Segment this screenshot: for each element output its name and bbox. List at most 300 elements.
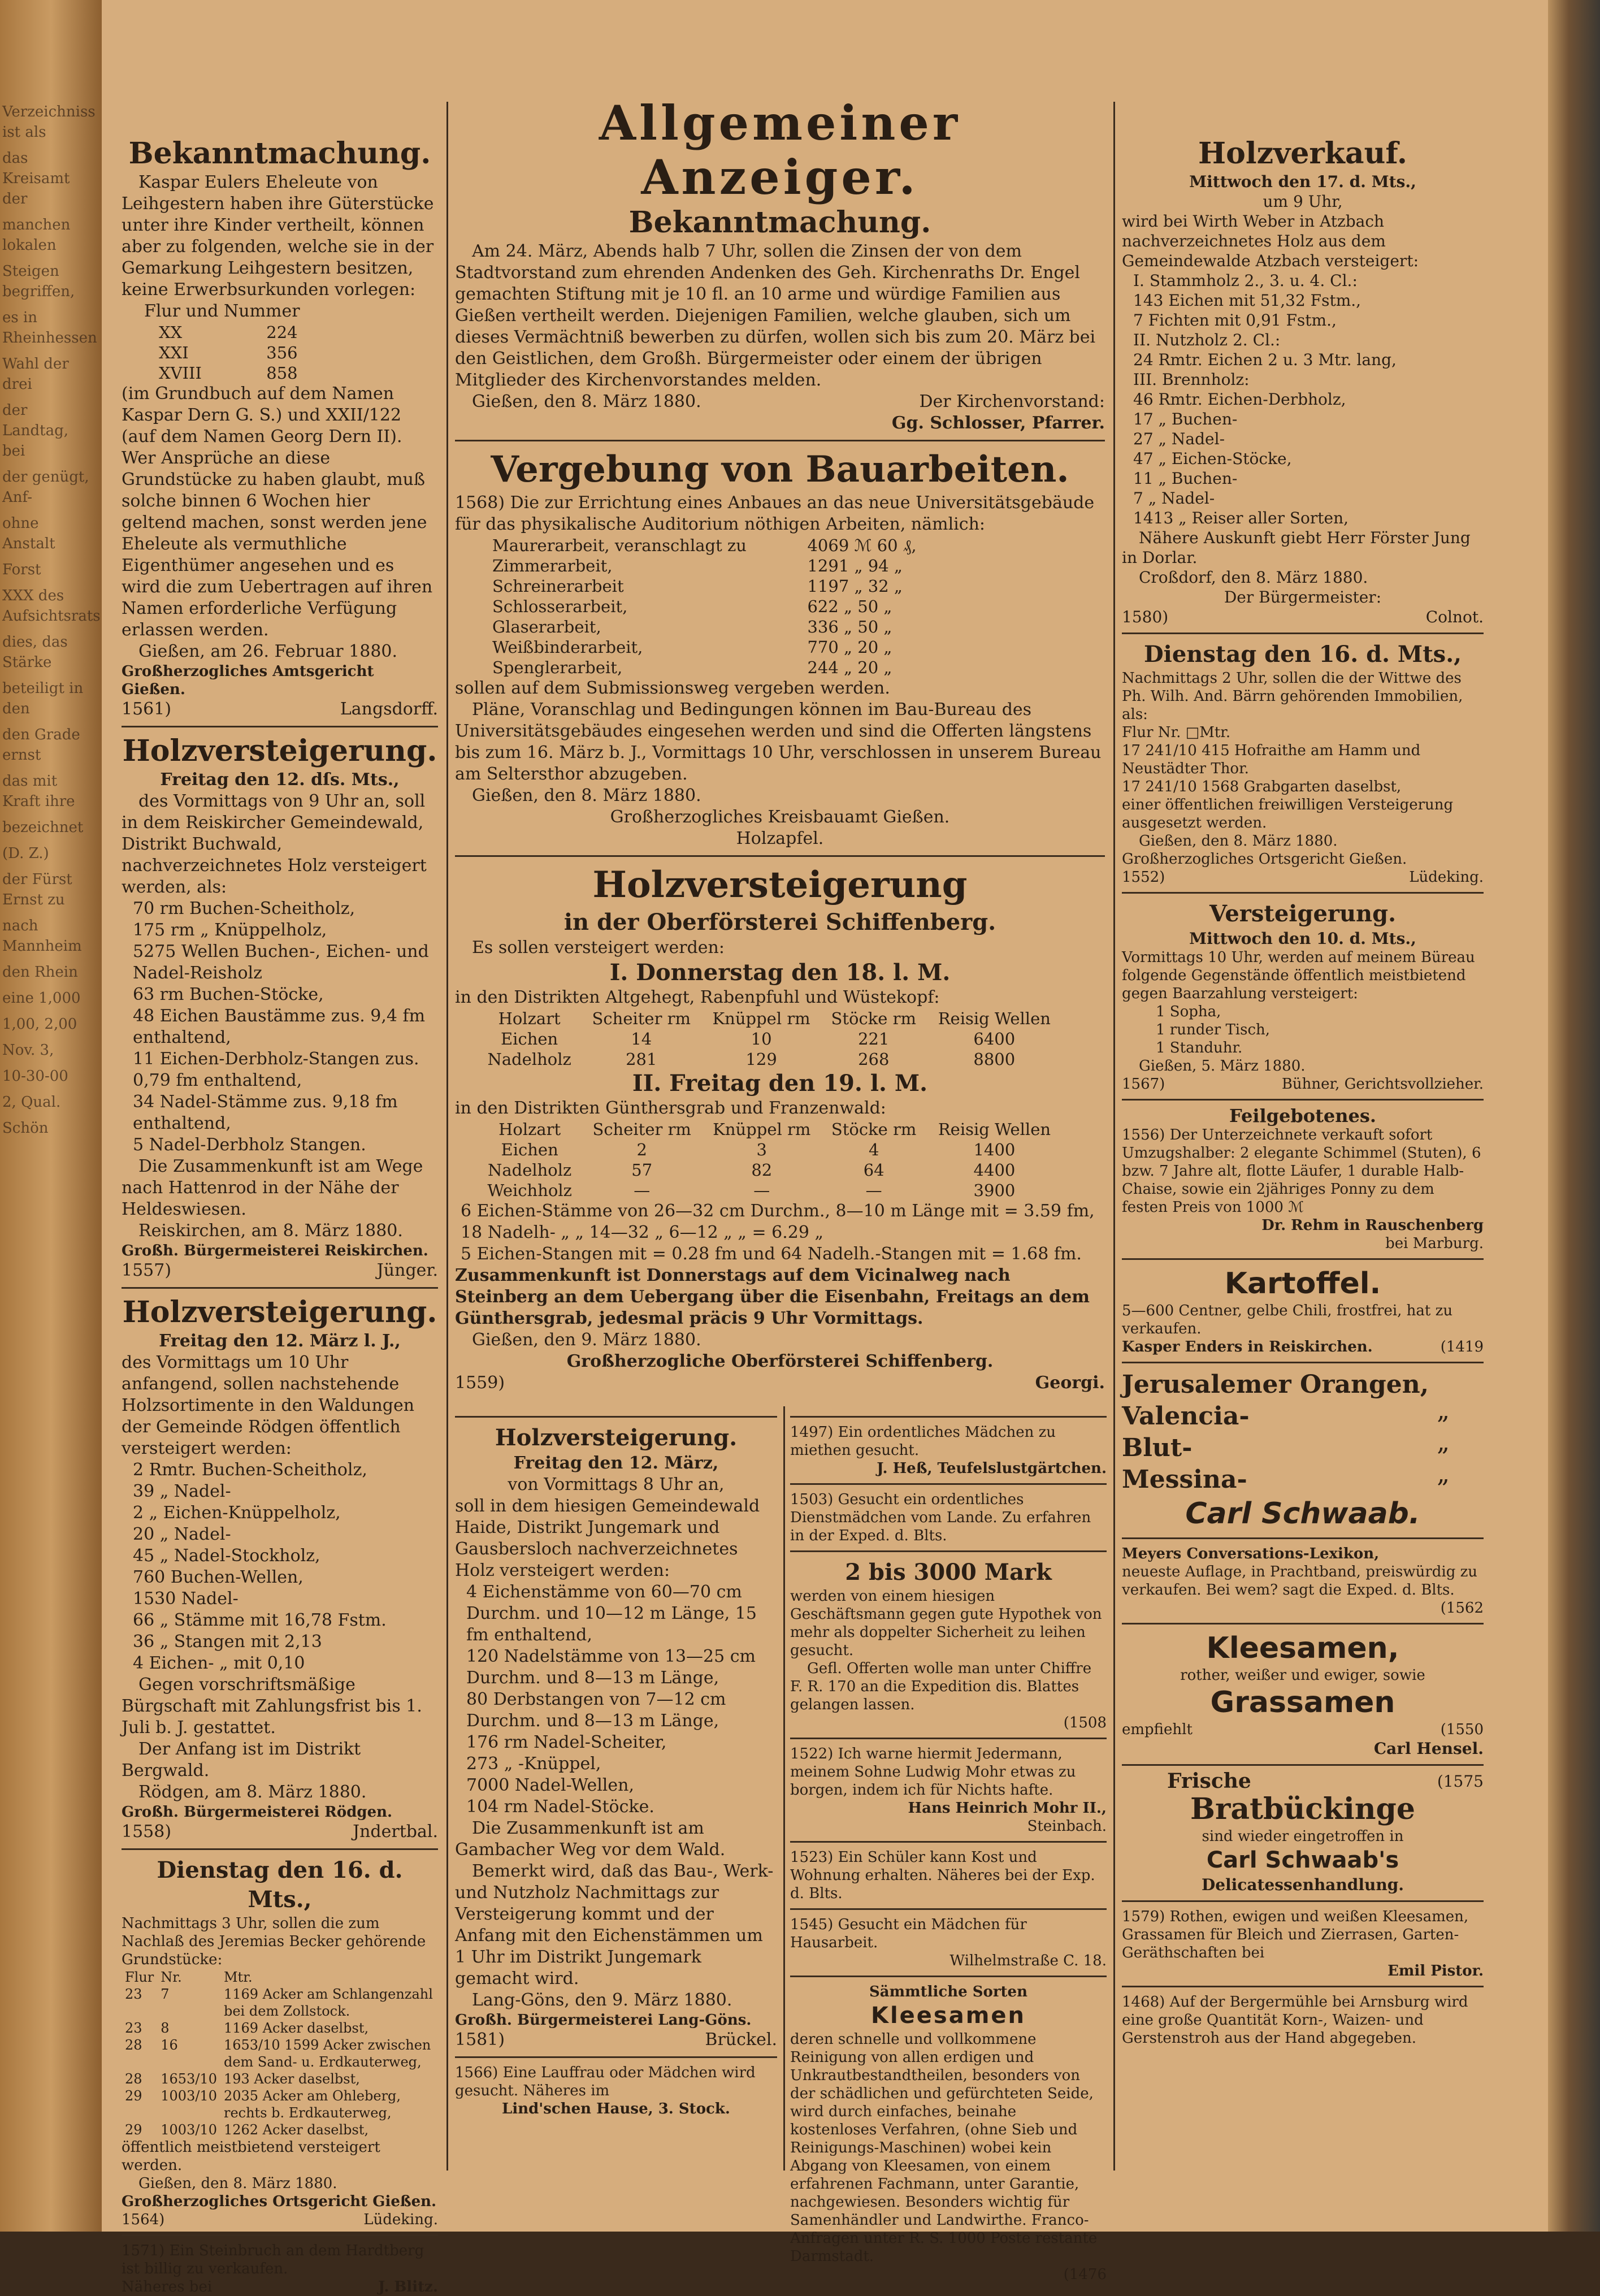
table-cell: 1197 „ 32 „: [807, 577, 903, 596]
table-header-cell: Holzart: [498, 1009, 561, 1028]
notice-title: Feilgebotenes.: [1229, 1105, 1376, 1127]
list-item: 2 Rmtr. Buchen-Scheitholz,: [133, 1460, 367, 1480]
wood-table-2: [478, 1119, 1063, 1201]
notice-date: Gießen, den 8. März 1880.: [472, 786, 701, 805]
gutter-line: 1,00, 2,00: [2, 1016, 77, 1033]
ad-text: 1523) Ein Schüler kann Kost und Wohnung erhalten. Näheres bei der Exp. d. Blts.: [790, 1849, 1095, 1902]
notice-text: Pläne, Voranschlag und Bedingungen können im Bau-Bureau des Universitätsgebäudes eingesehen werden und sind die Offerten längstens bis zum 16. März b. J., Vormittags 10 Uhr, verschlossen in unserem Bureau am Seltersthor abzugeben.: [455, 700, 1102, 784]
previous-page-edge: [0, 0, 102, 2232]
notice-authority: Großherzogliche Oberförsterei Schiffenberg.: [566, 1351, 994, 1371]
list-item: 24 Rmtr. Eichen 2 u. 3 Mtr. lang,: [1133, 350, 1397, 369]
table-row: [489, 596, 944, 617]
notice-text: Nachmittags 2 Uhr, sollen die der Wittwe des Ph. Wilh. And. Bärrn gehörenden Immobilien, als:: [1122, 670, 1463, 723]
list-item: 11 „ Buchen-: [1133, 469, 1238, 488]
ad-number: (1508: [1063, 1714, 1107, 1731]
ad-text: empfiehlt: [1122, 1721, 1193, 1738]
notice-authority: Großh. Bürgermeisterei Rödgen.: [122, 1804, 393, 1821]
orange-list: [1122, 1369, 1484, 1496]
notice-signature: Gg. Schlosser, Pfarrer.: [891, 413, 1105, 433]
table-cell: 1400: [973, 1140, 1016, 1159]
list-item: 66 „ Stämme mit 16,78 Fstm.: [133, 1610, 387, 1630]
list-item: 5275 Wellen Buchen-, Eichen- und Nadel-Reisholz: [133, 942, 429, 983]
ad-signature: Kasper Enders in Reiskirchen.: [1122, 1338, 1373, 1355]
gutter-line: der genügt, Anf-: [2, 469, 89, 506]
list-item: 36 „ Stangen mit 2,13: [133, 1632, 322, 1652]
gutter-line: Wahl der drei: [2, 356, 69, 393]
table-cell: 28: [125, 2071, 142, 2087]
ad-signature: Carl Schwaab's: [1206, 1847, 1399, 1873]
notice-number: 1559): [455, 1373, 505, 1393]
table-cell: 356: [266, 343, 298, 362]
notice-text: 1556) Der Unterzeichnete verkauft sofort Umzugshalber: 2 elegante Schimmel (Stuten), 6 bzw. 7 Jahre alt, flotte Läufer, 1 durable Halb-Chaise, sowie ein 2jähriges Ponny zu dem festen Preis von 1000 ℳ: [1122, 1127, 1481, 1216]
table-row: [478, 1049, 1063, 1069]
notice-text: sollen auf dem Submissionsweg vergeben werden.: [455, 678, 890, 698]
table-cell: 2035 Acker am Ohleberg, rechts b. Erdkauterweg,: [223, 2088, 401, 2121]
gutter-line: Forst: [2, 561, 41, 578]
notice-signature: Lüdeking.: [1409, 869, 1484, 886]
gutter-line: Verzeichniss ist als: [2, 103, 96, 141]
notice-date-line: II. Freitag den 19. l. M.: [632, 1070, 928, 1097]
orange-variety: Jerusalemer Orangen,: [1122, 1370, 1429, 1399]
stem-list: [455, 1201, 1105, 1265]
column-rule-1: [446, 102, 448, 2171]
ad-text: 1545) Gesucht ein Mädchen für Hausarbeit.: [790, 1916, 1027, 1951]
list-item: 4 Eichen- „ mit 0,10: [133, 1653, 305, 1673]
ad-number: (1562: [1440, 1600, 1484, 1617]
table-header-cell: Flur: [125, 1969, 154, 1985]
table-header-cell: Scheiter rm: [592, 1009, 691, 1028]
list-item: 176 rm Nadel-Scheiter,: [466, 1732, 667, 1752]
table-cell: 1169 Acker am Schlangenzahl bei dem Zollstock.: [223, 1986, 433, 2019]
ad-text: Gefl. Offerten wolle man unter Chiffre F. R. 170 an die Expedition dis. Blattes gelangen lassen.: [790, 1660, 1092, 1713]
notice-authority: Großh. Bürgermeisterei Reiskirchen.: [122, 1242, 428, 1259]
item-list: [1122, 1003, 1484, 1057]
ad-text: rother, weißer und ewiger, sowie: [1180, 1667, 1425, 1684]
table-cell: Glaserarbeit,: [492, 617, 601, 636]
list-item: 20 „ Nadel-: [133, 1524, 231, 1544]
table-cell: Eichen: [501, 1029, 558, 1049]
notice-authority: Großh. Bürgermeisterei Lang-Göns.: [455, 2012, 752, 2029]
parcel-list: [1122, 742, 1484, 796]
list-item: 48 Eichen Baustämme zus. 9,4 fm enthaltend,: [133, 1006, 426, 1047]
notice-date-line: Mittwoch den 10. d. Mts.,: [1189, 929, 1416, 948]
list-item: II. Nutzholz 2. Cl.:: [1133, 331, 1281, 349]
ad-text: deren schnelle und vollkommene Reinigung von allen erdigen und Unkrautbestandtheilen, besonders von der schädlichen und gefürchteten Seide, wird durch einfaches, beinahe kostenloses Verfahren, (ohne Sieb und Reinigungs-Maschinen) wobei kein Abgang von Kleesamen, von einem erfahrenen Fachmann, unter Garantie, nachgewiesen. Besonders wichtig für Samenhändler und Landwirthe. Franco-Anfragen unter R. S. 1000 Poste restante Darmstadt.: [790, 2031, 1098, 2265]
list-item: 7000 Nadel-Wellen,: [466, 1775, 635, 1795]
list-item: 4 Eichenstämme von 60—70 cm Durchm. und 10—12 m Länge, 15 fm enthaltend,: [466, 1582, 757, 1645]
orange-line: [1122, 1369, 1484, 1401]
list-item: 6 Eichen-Stämme von 26—32 cm Durchm., 8—10 m Länge mit = 3.59 fm,: [461, 1201, 1095, 1221]
ad-number: (1575: [1437, 1772, 1484, 1791]
notice-date: Reiskirchen, am 8. März 1880.: [138, 1221, 403, 1241]
notice-date: Lang-Göns, den 9. März 1880.: [472, 1990, 732, 2010]
notice-date-line: I. Donnerstag den 18. l. M.: [609, 959, 951, 986]
gutter-line: ohne Anstalt: [2, 515, 55, 552]
notice-text: Vormittags 10 Uhr, werden auf meinem Büreau folgende Gegenstände öffentlich meistbietend gegen Baarzahlung versteigert:: [1122, 949, 1475, 1002]
notice-time: von Vormittags 8 Uhr an,: [508, 1475, 725, 1494]
gutter-line: manchen lokalen: [2, 216, 71, 254]
gutter-line: das Kreisamt der: [2, 150, 70, 207]
ditto-mark: „: [1437, 1428, 1450, 1457]
table-cell: 4069 ℳ 60 ₰,: [807, 536, 917, 555]
notice-time: um 9 Uhr,: [1263, 192, 1343, 211]
notice-authority: Großherzogliches Ortsgericht Gießen.: [1122, 851, 1407, 868]
list-item: 5 Nadel-Derbholz Stangen.: [133, 1135, 366, 1155]
ad-title: Meyers Conversations-Lexikon,: [1122, 1545, 1380, 1562]
table-row: [478, 1140, 1063, 1160]
ditto-mark: „: [1437, 1396, 1450, 1425]
table-cell: Weißbinderarbeit,: [492, 638, 643, 657]
list-item: I. Stammholz 2., 3. u. 4. Cl.:: [1133, 271, 1358, 290]
table-header-cell: Mtr.: [223, 1969, 253, 1985]
table-row: [489, 637, 944, 657]
table-cell: 224: [266, 323, 298, 342]
table-cell: 336 „ 50 „: [807, 617, 892, 636]
notice-title: Dienstag den 16. d. Mts.,: [157, 1857, 403, 1913]
table-cell: Schlosserarbeit,: [492, 597, 628, 616]
ad-signature: Delicatessenhandlung.: [1201, 1875, 1404, 1894]
notice-title: Bekanntmachung.: [128, 136, 431, 171]
table-header-cell: Stöcke rm: [831, 1120, 917, 1139]
table-cell: 1653/10: [161, 2071, 217, 2087]
notice-text: 1566) Eine Lauffrau oder Mädchen wird gesucht. Näheres im: [455, 2064, 756, 2099]
ad-title: 2 bis 3000 Mark: [845, 1559, 1052, 1585]
table-cell: 3: [756, 1140, 767, 1159]
ad-text: 1522) Ich warne hiermit Jedermann, meinem Sohne Ludwig Mohr etwas zu borgen, indem ich für Nichts hafte.: [790, 1745, 1076, 1799]
gutter-line: (D. Z.): [2, 845, 49, 862]
notice-text: in den Distrikten Altgehegt, Rabenpfuhl und Wüstekopf:: [455, 987, 940, 1007]
ad-signature: J. Heß, Teufelslustgärtchen.: [877, 1460, 1107, 1477]
notice-signature: J. Blitz.: [378, 2278, 438, 2295]
column-2b: [790, 1410, 1107, 2283]
list-item: 120 Nadelstämme von 13—25 cm Durchm. und 8—13 m Länge,: [466, 1647, 756, 1688]
table-cell: 64: [863, 1160, 884, 1180]
notice-number: 1581): [455, 2030, 505, 2050]
table-row: [489, 576, 944, 596]
list-item: 46 Rmtr. Eichen-Derbholz,: [1133, 390, 1346, 409]
table-row: [155, 322, 345, 343]
ad-signature: Carl Schwaab.: [1185, 1497, 1420, 1531]
cost-table: [489, 535, 944, 678]
notice-text: soll in dem hiesigen Gemeindewald Haide, Distrikt Jungemark und Gausbersloch nachverzeichnetes Holz versteigert werden:: [455, 1496, 760, 1580]
table-cell: 6400: [973, 1029, 1016, 1049]
table-cell: 4400: [973, 1160, 1016, 1180]
parcel-table: [122, 1969, 438, 2138]
gutter-line: eine 1,000: [2, 990, 81, 1007]
table-row: [122, 2037, 438, 2070]
notice-text: einer öffentlichen freiwilligen Versteigerung ausgesetzt werden.: [1122, 796, 1454, 831]
table-cell: 1169 Acker daselbst,: [223, 2020, 369, 2036]
list-item: 27 „ Nadel-: [1133, 430, 1225, 448]
table-cell: 29: [125, 2122, 142, 2138]
orange-line: [1122, 1459, 1484, 1496]
table-cell: Nadelholz: [487, 1160, 572, 1180]
table-header-cell: Knüppel rm: [712, 1009, 810, 1028]
table-row: [478, 1029, 1063, 1049]
notice-signature: Georgi.: [1035, 1373, 1105, 1393]
table-cell: 622 „ 50 „: [807, 597, 892, 616]
table-cell: 7: [161, 1986, 170, 2002]
notice-number: 1564): [122, 2211, 165, 2228]
list-item: 17 „ Buchen-: [1133, 410, 1238, 428]
column-rule-2: [1113, 102, 1115, 2171]
list-item: 47 „ Eichen-Stöcke,: [1133, 449, 1292, 468]
notice-title: Vergebung von Bauarbeiten.: [491, 448, 1069, 491]
table-row: [489, 535, 944, 556]
notice-date: Gießen, den 9. März 1880.: [472, 1330, 701, 1350]
list-item: 7 „ Nadel-: [1133, 489, 1215, 508]
list-item: 1413 „ Reiser aller Sorten,: [1133, 509, 1349, 527]
ad-pretitle: Sämmtliche Sorten: [869, 1983, 1027, 2000]
list-item: 18 Nadelh- „ „ 14—32 „ 6—12 „ „ = 6.29 „: [461, 1223, 824, 1242]
notice-text: Es sollen versteigert werden:: [472, 938, 725, 958]
table-row: [478, 1160, 1063, 1180]
notice-text: Näheres bei: [122, 2278, 213, 2295]
table-row: [489, 617, 944, 637]
notice-date: Gießen, den 8. März 1880.: [1139, 833, 1338, 850]
table-cell: 29: [125, 2088, 142, 2104]
table-header-cell: Knüppel rm: [713, 1120, 811, 1139]
gutter-line: den Grade ernst: [2, 726, 80, 764]
table-cell: 82: [751, 1160, 773, 1180]
table-row: [155, 343, 345, 363]
column-2a: [455, 1410, 777, 2176]
orange-variety: Valencia-: [1122, 1402, 1250, 1431]
table-row: [489, 556, 944, 576]
list-item: 63 rm Buchen-Stöcke,: [133, 985, 324, 1004]
notice-signature: Jndertbal.: [353, 1822, 438, 1842]
ad-title: Kleesamen,: [1206, 1631, 1399, 1665]
notice-date: Gießen, am 26. Februar 1880.: [138, 642, 398, 661]
table-cell: 8800: [973, 1050, 1016, 1069]
notice-text: Nachmittags 3 Uhr, sollen die zum Nachlaß des Jeremias Becker gehörende Grundstücke:: [122, 1915, 426, 1968]
list-item: 760 Buchen-Wellen,: [133, 1567, 303, 1587]
orange-line: [1122, 1396, 1484, 1432]
notice-text: 1568) Die zur Errichtung eines Anbaues an das neue Universitätsgebäude für das physikalische Auditorium nöthigen Arbeiten, nämlich:: [455, 493, 1095, 534]
ad-signature: Emil Pistor.: [1387, 1963, 1484, 1979]
column-1: [122, 136, 438, 2295]
notice-date-line: Mittwoch den 17. d. Mts.,: [1189, 172, 1416, 191]
notice-text: 1571) Ein Steinbruch an dem Hardtberg ist billig zu verkaufen.: [122, 2242, 424, 2277]
table-cell: —: [753, 1181, 770, 1200]
gutter-line: dies, das Stärke: [2, 634, 68, 671]
item-list: [122, 898, 438, 1156]
table-row: [122, 2087, 438, 2121]
column-3: [1122, 136, 1484, 2182]
list-item: 104 rm Nadel-Stöcke.: [466, 1797, 654, 1817]
notice-title: Versteigerung.: [1209, 900, 1397, 927]
orange-line: [1122, 1428, 1484, 1464]
table-cell: —: [634, 1181, 651, 1200]
table-cell: Schreinerarbeit: [492, 577, 624, 596]
notice-title: Bekanntmachung.: [628, 205, 931, 240]
list-item: 34 Nadel-Stämme zus. 9,18 fm enthaltend,: [133, 1092, 398, 1133]
gutter-line: beteiligt in den: [2, 680, 84, 717]
notice-authority: Der Bürgermeister:: [1224, 588, 1382, 607]
table-cell: XVIII: [159, 363, 202, 383]
gutter-line: 10-30-00: [2, 1068, 68, 1085]
notice-signature: Brückel.: [705, 2030, 777, 2050]
notice-signature: Lüdeking.: [363, 2211, 438, 2228]
table-cell: 858: [266, 363, 298, 383]
list-item: 273 „ -Knüppel,: [466, 1754, 601, 1774]
list-item: 45 „ Nadel-Stockholz,: [133, 1546, 320, 1566]
notice-number: 1557): [122, 1260, 172, 1280]
table-cell: 23: [125, 1986, 142, 2002]
table-cell: 129: [745, 1050, 777, 1069]
notice-date-line: Freitag den 12. dſs. Mts.,: [160, 770, 400, 790]
table-row: [122, 2070, 438, 2087]
list-item: 17 241/10 1568 Grabgarten daselbst,: [1122, 778, 1402, 795]
table-cell: 28: [125, 2037, 142, 2053]
notice-date: Rödgen, am 8. März 1880.: [138, 1782, 367, 1802]
ad-title: Kartoffel.: [1224, 1267, 1381, 1301]
gutter-line: Nov. 3,: [2, 1042, 54, 1059]
ad-number: (1550: [1440, 1721, 1484, 1738]
list-item: 39 „ Nadel-: [133, 1481, 231, 1501]
ad-pretitle: Frische: [1167, 1769, 1251, 1793]
table-cell: 281: [626, 1050, 657, 1069]
notice-number: 1580): [1122, 608, 1169, 626]
list-item: 1 Sopha,: [1156, 1003, 1221, 1020]
orange-variety: Messina-: [1122, 1465, 1247, 1494]
notice-text: Am 24. März, Abends halb 7 Uhr, sollen die Zinsen der von dem Stadtvorstand zum ehrenden Andenken des Geh. Kirchenraths Dr. Engel gemachten Stiftung mit je 10 fl. an 10 arme und würdige Familien aus Gießen vertheilt werden. Diejenigen Familien, welche glauben, sich um dieses Vermächtniß bewerben zu dürfen, wollen sich bis zum 20. März bei den Geistlichen, dem Großh. Bürgermeister oder einem der übrigen Mitglieder des Kirchenvorstandes melden.: [455, 241, 1096, 390]
table-cell: 16: [161, 2037, 178, 2053]
notice-text: Die Zusammenkunft ist am Wege nach Hattenrod in der Nähe der Heldeswiesen.: [122, 1156, 423, 1219]
notice-title: Holzversteigerung.: [122, 1295, 437, 1329]
table-cell: Eichen: [501, 1140, 558, 1159]
notice-title: Dienstag den 16. d. Mts.,: [1143, 641, 1462, 668]
table-row: [122, 1986, 438, 2020]
ad-text: 5—600 Centner, gelbe Chili, frostfrei, hat zu verkaufen.: [1122, 1302, 1453, 1337]
notice-signature: Langsdorff.: [340, 699, 438, 719]
table-header-cell: Scheiter rm: [592, 1120, 691, 1139]
list-item: 1 Standuhr.: [1156, 1039, 1243, 1056]
table-header-cell: Nr.: [161, 1969, 182, 1985]
gutter-line: bezeichnet: [2, 819, 84, 836]
notice-text: in den Distrikten Günthersgrab und Franzenwald:: [455, 1098, 886, 1118]
gutter-line: das mit Kraft ihre: [2, 773, 75, 810]
ad-title: Kleesamen: [870, 2003, 1026, 2029]
notice-number: 1558): [122, 1822, 172, 1842]
list-item: 17 241/10 415 Hofraithe am Hamm und Neustädter Thor.: [1122, 742, 1421, 777]
ad-text: neueste Auflage, in Prachtband, preiswürdig zu verkaufen. Bei wem? sagt die Exped. d. Blts.: [1122, 1563, 1478, 1598]
notice-signature: Holzapfel.: [736, 829, 824, 848]
list-item: III. Brennholz:: [1133, 370, 1250, 389]
table-cell: 14: [631, 1029, 652, 1049]
gutter-line: der Fürst Ernst zu: [2, 871, 72, 908]
gutter-line: der Landtag, bei: [2, 402, 69, 460]
ad-text: 1579) Rothen, ewigen und weißen Kleesamen, Grassamen für Bleich und Zierrasen, Garten-Geräthschaften bei: [1122, 1908, 1469, 1961]
table-cell: 8: [161, 2020, 170, 2036]
gutter-line: Schön: [2, 1120, 49, 1137]
notice-date-line: Freitag den 12. März,: [513, 1453, 719, 1473]
parcel-table: [155, 322, 345, 383]
gutter-line: den Rhein: [2, 964, 78, 981]
table-cell: 268: [858, 1050, 890, 1069]
column-2: [455, 96, 1105, 1407]
table-cell: Maurerarbeit, veranschlagt zu: [492, 536, 747, 555]
table-cell: 770 „ 20 „: [807, 638, 892, 657]
notice-text: Bemerkt wird, daß das Bau-, Werk- und Nutzholz Nachmittags zur Versteigerung kommt und der Anfang mit den Eichenstämmen um 1 Uhr im Distrikt Jungemark gemacht wird.: [455, 1861, 774, 1989]
notice-text: wird bei Wirth Weber in Atzbach nachverzeichnetes Holz aus dem Gemeindewalde Atzbach versteigert:: [1122, 212, 1419, 270]
notice-title: Holzversteigerung.: [495, 1424, 738, 1451]
table-cell: 221: [858, 1029, 890, 1049]
gutter-line: es in Rheinhessen: [2, 309, 97, 346]
notice-text: des Vormittags von 9 Uhr an, soll in dem Reiskircher Gemeindewald, Distrikt Buchwald, nachverzeichnetes Holz versteigert werden, als:: [122, 791, 427, 897]
notice-signature: Colnot.: [1425, 608, 1484, 626]
table-cell: XXI: [159, 343, 189, 362]
item-list: [455, 1582, 777, 1818]
ditto-mark: „: [1437, 1459, 1450, 1488]
notice-date: Gießen, den 8. März 1880.: [472, 392, 701, 411]
notice-date: Croßdorf, den 8. März 1880.: [1139, 568, 1368, 587]
table-cell: 1003/10: [161, 2122, 217, 2138]
list-item: 2 „ Eichen-Knüppelholz,: [133, 1503, 341, 1523]
notice-text: (im Grundbuch auf dem Namen Kaspar Dern G. S.) und XXII/122 (auf dem Namen Georg Dern II). Wer Ansprüche an diese Grundstücke zu haben glaubt, muß solche binnen 6 Wochen hier geltend machen, sonst werden jene Eheleute als vermuthliche Eigenthümer angesehen und es wird die zum Uebertragen auf ihren Namen erforderliche Verfügung erlassen werden.: [122, 384, 433, 640]
notice-subtitle: in der Oberförsterei Schiffenberg.: [563, 909, 996, 935]
table-cell: 2: [636, 1140, 647, 1159]
table-cell: Spenglerarbeit,: [492, 658, 623, 677]
notice-authority: Großherzogliches Ortsgericht Gießen.: [122, 2193, 437, 2210]
notice-text: des Vormittags um 10 Uhr anfangend, sollen nachstehende Holzsortimente in den Waldungen der Gemeinde Rödgen öffentlich versteigert werden:: [122, 1353, 415, 1458]
gutter-line: nach Mannheim: [2, 917, 82, 955]
item-list: [1122, 271, 1484, 528]
notice-authority: Großherzogliches Amtsgericht Gießen.: [122, 663, 374, 698]
table-cell: 10: [751, 1029, 772, 1049]
previous-page-text: [2, 102, 101, 2193]
list-item: 1530 Nadel-: [133, 1589, 239, 1609]
notice-title: Holzversteigerung: [592, 864, 968, 906]
list-item: 1 runder Tisch,: [1156, 1021, 1271, 1038]
notice-number: 1567): [1122, 1076, 1165, 1093]
notice-date: Gießen, 5. März 1880.: [1139, 1058, 1306, 1075]
notice-authority: Großherzogliches Kreisbauamt Gießen.: [610, 807, 950, 827]
gutter-line: Steigen begriffen,: [2, 263, 75, 300]
table-cell: 3900: [973, 1181, 1016, 1200]
table-row: [122, 2121, 438, 2138]
list-item: 80 Derbstangen von 7—12 cm Durchm. und 8—13 m Länge,: [466, 1689, 726, 1731]
ad-text: sind wieder eingetroffen in: [1202, 1828, 1404, 1845]
table-cell: 57: [631, 1160, 653, 1180]
table-cell: 1003/10: [161, 2088, 217, 2104]
ad-title: Grassamen: [1210, 1686, 1395, 1719]
table-row: [155, 363, 345, 383]
ad-number: (1476: [1063, 2266, 1107, 2283]
notice-text: öffentlich meistbietend versteigert werden.: [122, 2139, 380, 2174]
notice-signature: Lind'schen Hause, 3. Stock.: [502, 2100, 730, 2117]
notice-signature: Jünger.: [376, 1260, 438, 1280]
table-cell: 1291 „ 94 „: [807, 556, 903, 575]
notice-signature: Dr. Rehm in Rauschenberg: [1261, 1217, 1484, 1234]
list-item: 175 rm „ Knüppelholz,: [133, 920, 327, 940]
notice-text: Kaspar Eulers Eheleute von Leihgestern haben ihre Güterstücke unter ihre Kinder vertheilt, können aber zu folgenden, welche sie in der Gemarkung Leihgestern besitzen, keine Erwerbsurkunden vorlegen:: [122, 172, 434, 300]
notice-text: Zusammenkunft ist Donnerstags auf dem Vicinalweg nach Steinberg an dem Uebergang über die Eisenbahn, Freitags an dem Günthersgrab, jedesmal präcis 9 Uhr Vormittags.: [455, 1266, 1090, 1328]
notice-text: Nähere Auskunft giebt Herr Förster Jung in Dorlar.: [1122, 528, 1471, 567]
table-cell: Nadelholz: [487, 1050, 571, 1069]
list-item: 143 Eichen mit 51,32 Fstm.,: [1133, 291, 1361, 310]
notice-title: Holzverkauf.: [1198, 136, 1407, 171]
ad-title: Bratbückinge: [1190, 1792, 1415, 1826]
gutter-line: XXX des Aufsichtsrats: [2, 587, 101, 625]
list-item: 5 Eichen-Stangen mit = 0.28 fm und 64 Nadelh.-Stangen mit = 1.68 fm.: [461, 1244, 1082, 1264]
table-header-cell: Reisig Wellen: [938, 1120, 1051, 1139]
table-cell: —: [865, 1181, 882, 1200]
ad-text: 1468) Auf der Bergermühle bei Arnsburg wird eine große Quantität Korn-, Waizen- und Gerstenstroh aus der Hand abgegeben.: [1122, 1994, 1468, 2047]
table-cell: 4: [868, 1140, 879, 1159]
notice-number: 1552): [1122, 869, 1165, 886]
ad-signature: Wilhelmstraße C. 18.: [949, 1952, 1107, 1969]
